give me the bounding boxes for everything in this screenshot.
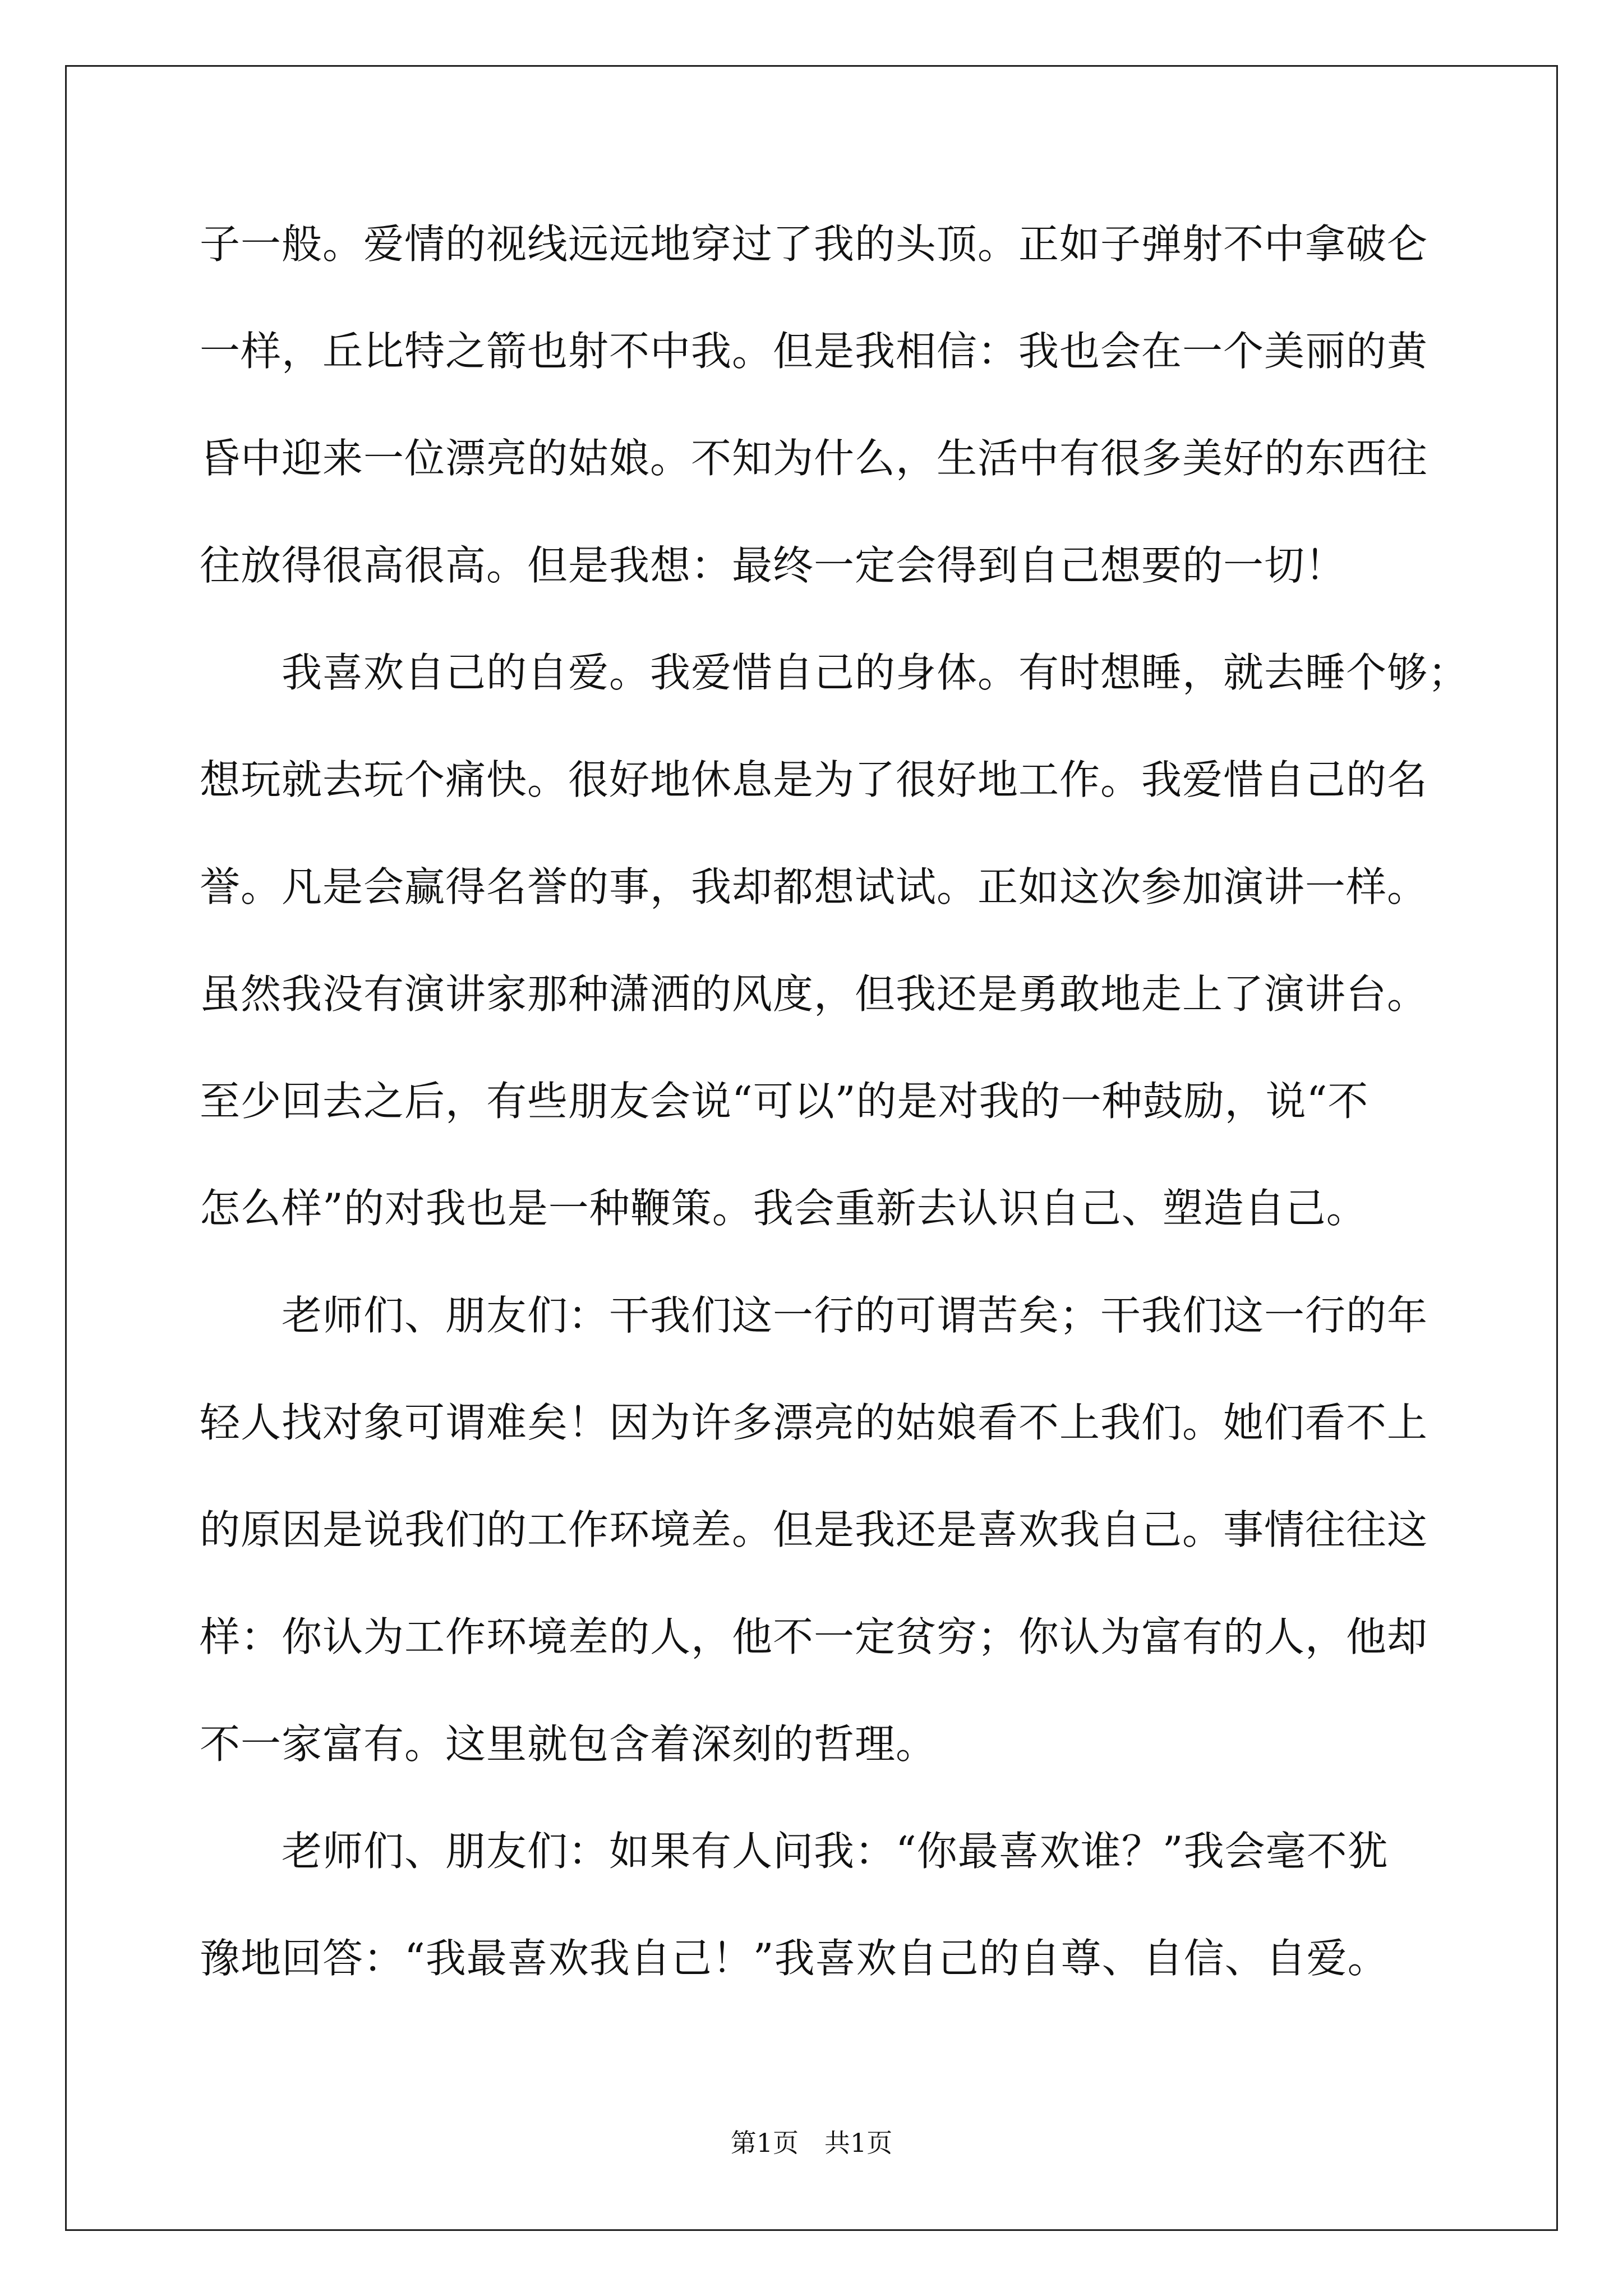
- text-line: 样：你认为工作环境差的人，他不一定贫穷；你认为富有的人，他却: [200, 1613, 1428, 1660]
- text-line: 老师们、朋友们：如果有人问我：“你最喜欢谁？”我会毫不犹: [200, 1828, 1389, 1875]
- page-border: [65, 65, 1558, 2231]
- text-line: 子一般。爱情的视线远远地穿过了我的头顶。正如子弹射不中拿破仑: [200, 220, 1428, 268]
- text-line: 豫地回答：“我最喜欢我自己！”我喜欢自己的自尊、自信、自爱。: [200, 1935, 1389, 1982]
- text-line: 轻人找对象可谓难矣！因为许多漂亮的姑娘看不上我们。她们看不上: [200, 1399, 1428, 1446]
- page-number-footer: 第1页 共1页: [730, 2128, 893, 2158]
- text-line: 至少回去之后，有些朋友会说“可以”的是对我的一种鼓励，说“不: [200, 1078, 1369, 1125]
- text-line: 想玩就去玩个痛快。很好地休息是为了很好地工作。我爱惜自己的名: [200, 756, 1428, 803]
- text-line: 往放得很高很高。但是我想：最终一定会得到自己想要的一切！: [200, 542, 1347, 589]
- text-line: 一样，丘比特之箭也射不中我。但是我相信：我也会在一个美丽的黄: [200, 328, 1428, 375]
- text-line: 我喜欢自己的自爱。我爱惜自己的身体。有时想睡，就去睡个够；: [200, 649, 1469, 696]
- text-line: 虽然我没有演讲家那种潇洒的风度，但我还是勇敢地走上了演讲台。: [200, 970, 1428, 1018]
- text-line: 不一家富有。这里就包含着深刻的哲理。: [200, 1720, 937, 1768]
- text-line: 誉。凡是会赢得名誉的事，我却都想试试。正如这次参加演讲一样。: [200, 863, 1428, 910]
- text-line: 怎么样”的对我也是一种鞭策。我会重新去认识自己、塑造自己。: [200, 1185, 1367, 1232]
- text-line: 的原因是说我们的工作环境差。但是我还是喜欢我自己。事情往往这: [200, 1506, 1428, 1553]
- text-line: 昏中迎来一位漂亮的姑娘。不知为什么，生活中有很多美好的东西往: [200, 435, 1428, 482]
- text-line: 老师们、朋友们：干我们这一行的可谓苦矣；干我们这一行的年: [200, 1292, 1428, 1339]
